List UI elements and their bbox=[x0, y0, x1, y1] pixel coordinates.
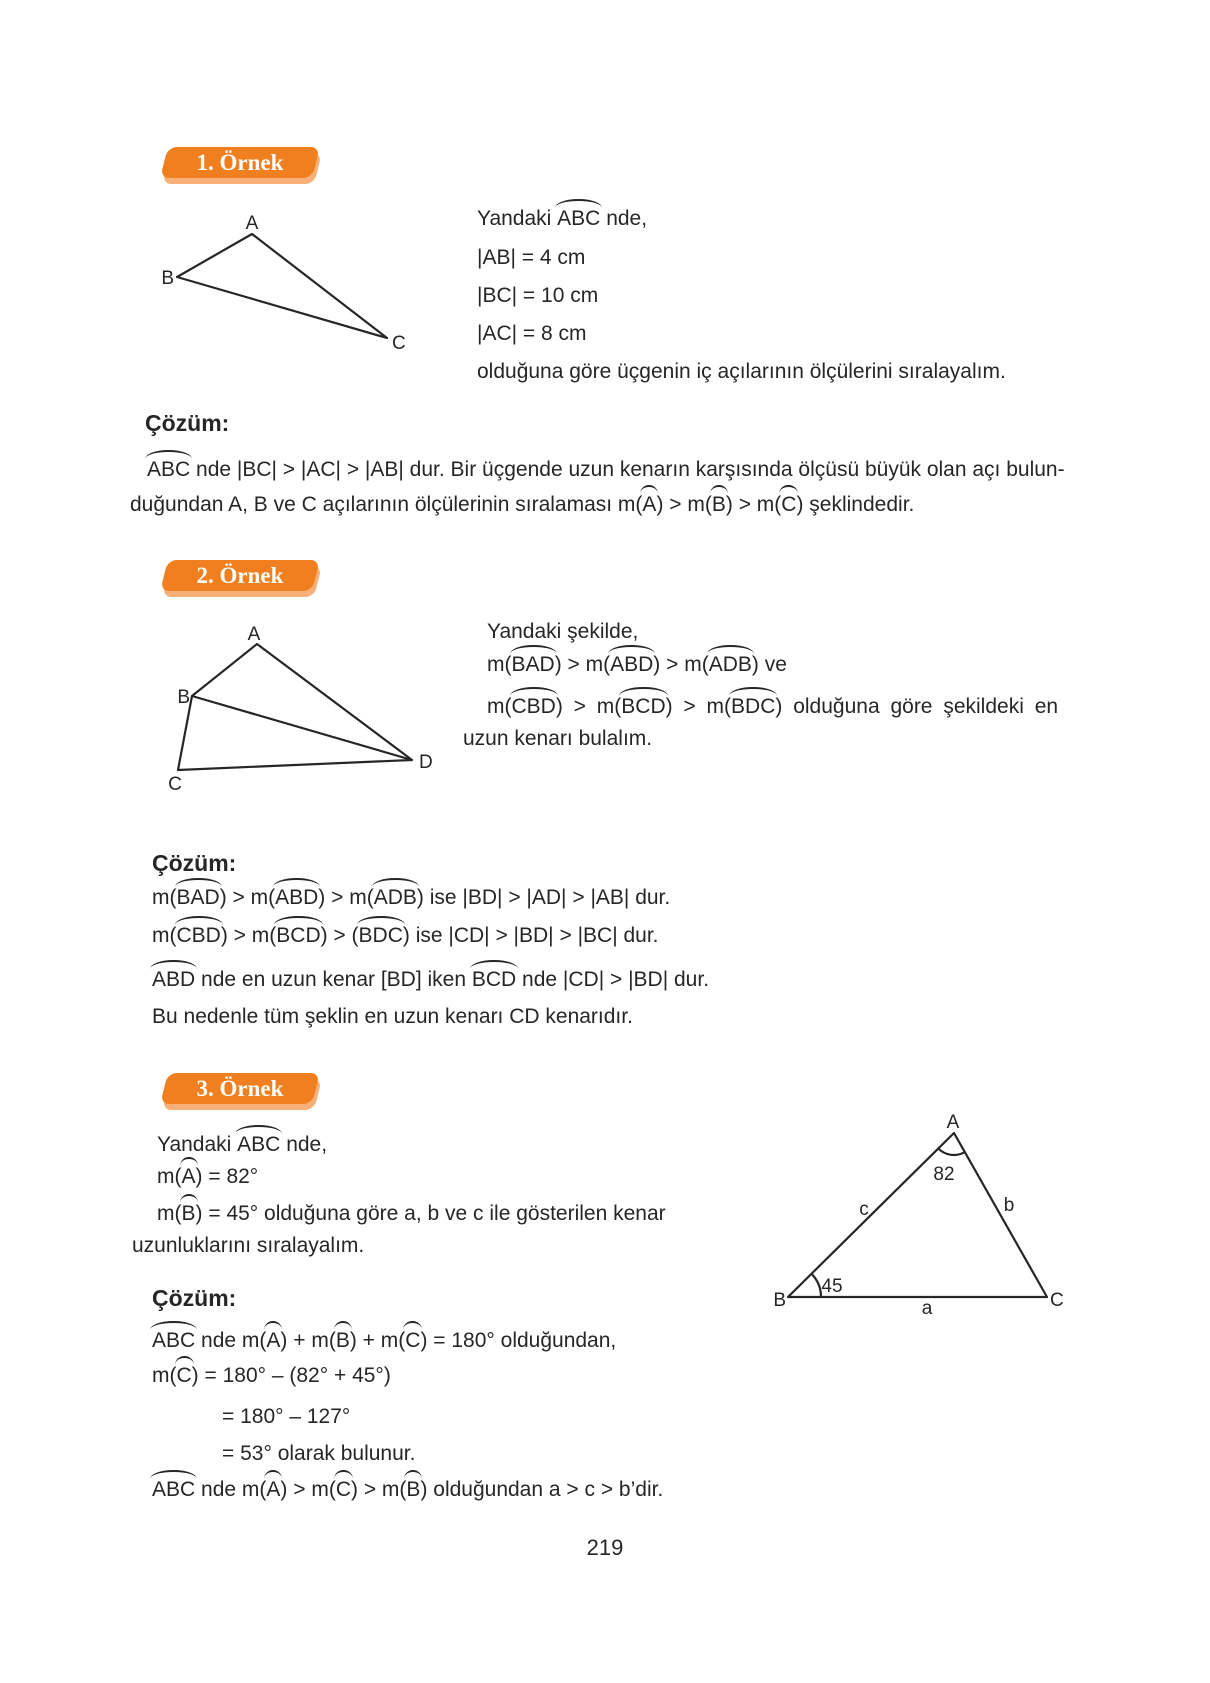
side-label-a: a bbox=[921, 1298, 933, 1319]
example-1-badge-label: 1. Örnek bbox=[196, 150, 284, 175]
example-3-statement-line: m(B) = 45° olduğuna göre a, b ve c ile gösterilen kenar bbox=[157, 1202, 666, 1225]
example-3-solution-line: m(C) = 180° – (82° + 45°) bbox=[152, 1364, 391, 1387]
side-label-c: c bbox=[859, 1199, 869, 1220]
diagonal-bd bbox=[192, 696, 412, 760]
vertex-label-c: C bbox=[1050, 1290, 1064, 1311]
angle-value-a: 82 bbox=[933, 1164, 955, 1185]
example-1-statement-line: |AC| = 8 cm bbox=[477, 322, 587, 345]
angle-value-b: 45 bbox=[821, 1276, 843, 1297]
example-2-statement-line: m(CBD) > m(BCD) > m(BDC) olduğuna göre şekildeki en bbox=[487, 695, 1059, 718]
vertex-label-b: B bbox=[773, 1290, 786, 1311]
arc-notation: CBD bbox=[176, 924, 221, 947]
example-3-triangle-figure bbox=[720, 1100, 1100, 1330]
example-2-statement-line: m(BAD) > m(ABD) > m(ADB) ve bbox=[487, 653, 787, 676]
vertex-label-b: B bbox=[177, 687, 190, 708]
arc-notation: A bbox=[266, 1478, 281, 1501]
example-2-statement-line: Yandaki şekilde, bbox=[487, 620, 639, 643]
example-2-solution-line: Bu nedenle tüm şeklin en uzun kenarı CD kenarıdır. bbox=[152, 1005, 633, 1028]
arc-notation: BCD bbox=[621, 695, 666, 718]
arc-notation: C bbox=[405, 1329, 421, 1352]
example-1-solution-line: duğundan A, B ve C açılarının ölçülerinin sıralaması m(A) > m(B) > m(C) şeklindedir. bbox=[130, 493, 915, 516]
example-2-badge-label: 2. Örnek bbox=[196, 563, 284, 588]
example-3-solution-heading: Çözüm: bbox=[152, 1285, 237, 1311]
arc-notation: A bbox=[266, 1329, 281, 1352]
angle-arc-b bbox=[812, 1274, 822, 1297]
arc-notation: BDC bbox=[731, 695, 776, 718]
example-1-solution-heading: Çözüm: bbox=[145, 410, 230, 436]
example-1-statement-line: |AB| = 4 cm bbox=[477, 246, 586, 269]
side-label-b: b bbox=[1003, 1195, 1015, 1216]
arc-notation: BAD bbox=[511, 653, 555, 676]
vertex-label-b: B bbox=[161, 268, 174, 289]
arc-notation: ABC bbox=[557, 207, 601, 230]
arc-notation: ADB bbox=[373, 886, 417, 909]
arc-notation: ABD bbox=[275, 886, 319, 909]
example-2-statement-line: uzun kenarı bulalım. bbox=[463, 727, 653, 750]
quadrilateral-abcd bbox=[178, 644, 412, 770]
arc-notation: A bbox=[642, 493, 657, 516]
arc-notation: BCD bbox=[276, 924, 321, 947]
arc-notation: ABC bbox=[237, 1133, 281, 1156]
arc-notation: B bbox=[181, 1202, 196, 1225]
arc-notation: C bbox=[176, 1364, 192, 1387]
example-3-statement-line: m(A) = 82° bbox=[157, 1165, 259, 1188]
arc-notation: ABD bbox=[152, 968, 196, 991]
arc-notation: ABD bbox=[610, 653, 654, 676]
example-2-badge bbox=[164, 560, 316, 591]
vertex-label-a: A bbox=[247, 624, 261, 645]
example-2-solution-line: ABD nde en uzun kenar [BD] iken BCD nde |CD| > |BD| dur. bbox=[152, 968, 710, 991]
arc-notation: B bbox=[711, 493, 726, 516]
example-1-triangle-figure bbox=[150, 205, 420, 360]
triangle-abc bbox=[177, 234, 387, 338]
angle-arc-a bbox=[938, 1149, 965, 1155]
example-1-statement-line: Yandaki ABC nde, bbox=[477, 207, 648, 230]
arc-notation: ABC bbox=[152, 1478, 196, 1501]
example-2-figure bbox=[150, 615, 450, 800]
example-3-badge bbox=[164, 1073, 316, 1104]
arc-notation: BAD bbox=[176, 886, 220, 909]
arc-notation: C bbox=[335, 1478, 351, 1501]
arc-notation: A bbox=[181, 1165, 196, 1188]
example-1-solution-line: ABC nde |BC| > |AC| > |AB| dur. Bir üçgende uzun kenarın karşısında ölçüsü büyük olan açı bulun- bbox=[147, 458, 1065, 481]
example-1-statement-line: |BC| = 10 cm bbox=[477, 284, 599, 307]
vertex-label-c: C bbox=[392, 333, 406, 354]
example-3-solution-line: ABC nde m(A) + m(B) + m(C) = 180° olduğundan, bbox=[152, 1329, 617, 1352]
example-1-badge bbox=[164, 147, 316, 178]
arc-notation: ABC bbox=[152, 1329, 196, 1352]
example-3-badge-label: 3. Örnek bbox=[196, 1076, 284, 1101]
arc-notation: BCD bbox=[471, 968, 517, 991]
page-number: 219 bbox=[586, 1535, 624, 1560]
vertex-label-c: C bbox=[168, 774, 182, 795]
example-2-solution-line: m(BAD) > m(ABD) > m(ADB) ise |BD| > |AD| > |AB| dur. bbox=[152, 886, 671, 909]
arc-notation: B bbox=[335, 1329, 350, 1352]
vertex-label-a: A bbox=[245, 213, 259, 234]
vertex-label-d: D bbox=[419, 752, 433, 773]
example-3-statement-line: uzunluklarını sıralayalım. bbox=[132, 1234, 365, 1257]
arc-notation: CBD bbox=[511, 695, 556, 718]
vertex-label-a: A bbox=[946, 1112, 960, 1133]
arc-notation: ABC bbox=[147, 458, 191, 481]
example-3-solution-line: = 180° – 127° bbox=[222, 1405, 351, 1428]
example-3-solution-line: = 53° olarak bulunur. bbox=[222, 1442, 416, 1465]
example-2-solution-line: m(CBD) > m(BCD) > (BDC) ise |CD| > |BD| > |BC| dur. bbox=[152, 924, 659, 947]
arc-notation: B bbox=[406, 1478, 421, 1501]
example-3-solution-line: ABC nde m(A) > m(C) > m(B) olduğundan a > c > b’dir. bbox=[152, 1478, 664, 1501]
arc-notation: ADB bbox=[708, 653, 752, 676]
example-2-solution-heading: Çözüm: bbox=[152, 850, 237, 876]
example-3-statement-line: Yandaki ABC nde, bbox=[157, 1133, 328, 1156]
arc-notation: BDC bbox=[358, 924, 403, 947]
arc-notation: C bbox=[781, 493, 797, 516]
example-1-statement-line: olduğuna göre üçgenin iç açılarının ölçülerini sıralayalım. bbox=[477, 360, 1006, 383]
